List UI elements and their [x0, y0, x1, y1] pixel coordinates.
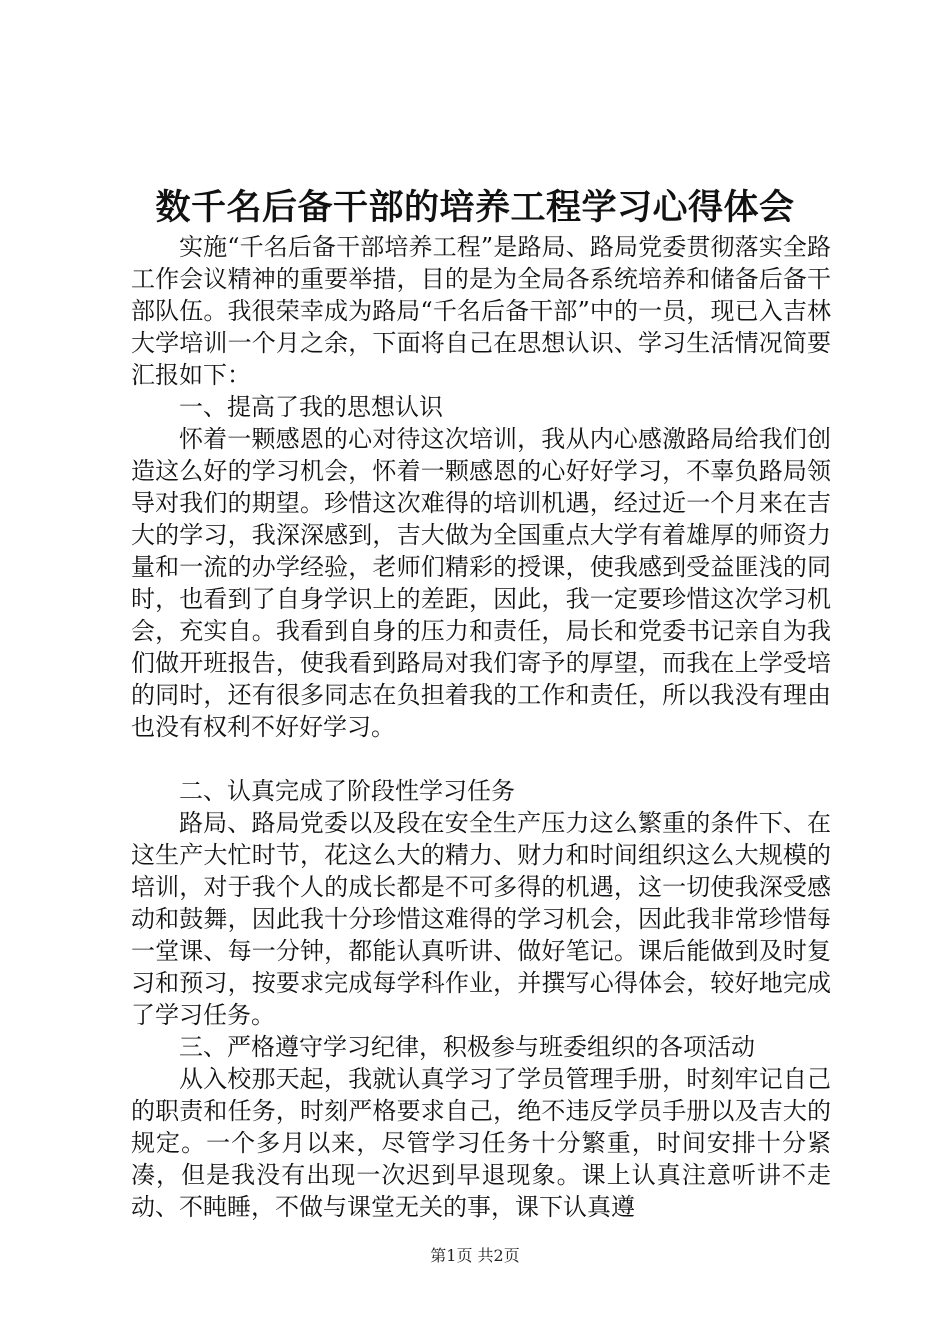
section-heading-3: 三、严格遵守学习纪律，积极参与班委组织的各项活动 [179, 1033, 755, 1061]
paragraph-section-2: 路局、路局党委以及段在安全生产压力这么繁重的条件下、在这生产大忙时节，花这么大的精力、财力和时间组织这么大规模的培训，对于我个人的成长都是不可多得的机遇，这一切使我深受感动和鼓舞，因此我十分珍惜这难得的学习机会，因此我非常珍惜每一堂课、每一分钟，都能认真听讲、做好笔记。课后能做到及时复习和预习，按要求完成每学科作业，并撰写心得体会，较好地完成了学习任务。 [131, 809, 831, 1029]
section-heading-1: 一、提高了我的思想认识 [179, 393, 443, 421]
document-body [131, 231, 831, 1223]
paragraph-section-1: 怀着一颗感恩的心对待这次培训，我从内心感激路局给我们创造这么好的学习机会，怀着一颗感恩的心好好学习，不辜负路局领导对我们的期望。珍惜这次难得的培训机遇，经过近一个月来在吉大的学习，我深深感到，吉大做为全国重点大学有着雄厚的师资力量和一流的办学经验，老师们精彩的授课，使我感到受益匪浅的同时，也看到了自身学识上的差距，因此，我一定要珍惜这次学习机会，充实自。我看到自身的压力和责任，局长和党委书记亲自为我们做开班报告，使我看到路局对我们寄予的厚望，而我在上学受培的同时，还有很多同志在负担着我的工作和责任，所以我没有理由也没有权利不好好学习。 [131, 425, 831, 741]
paragraph-section-3: 从入校那天起，我就认真学习了学员管理手册，时刻牢记自己的职责和任务，时刻严格要求自己，绝不违反学员手册以及吉大的规定。一个多月以来，尽管学习任务十分繁重，时间安排十分紧凑，但是我没有出现一次迟到早退现象。课上认真注意听讲不走动、不盹睡，不做与课堂无关的事，课下认真遵 [131, 1065, 831, 1221]
page-footer: 第1页 共2页 [430, 1246, 520, 1265]
document-title: 数千名后备干部的培养工程学习心得体会 [155, 187, 795, 228]
section-heading-2: 二、认真完成了阶段性学习任务 [179, 777, 515, 805]
paragraph-intro: 实施“千名后备干部培养工程”是路局、路局党委贯彻落实全路工作会议精神的重要举措，目的是为全局各系统培养和储备后备干部队伍。我很荣幸成为路局“千名后备干部”中的一员，现已入吉林大学培训一个月之余，下面将自己在思想认识、学习生活情况简要汇报如下： [131, 233, 831, 389]
paragraph-gap [131, 743, 831, 775]
